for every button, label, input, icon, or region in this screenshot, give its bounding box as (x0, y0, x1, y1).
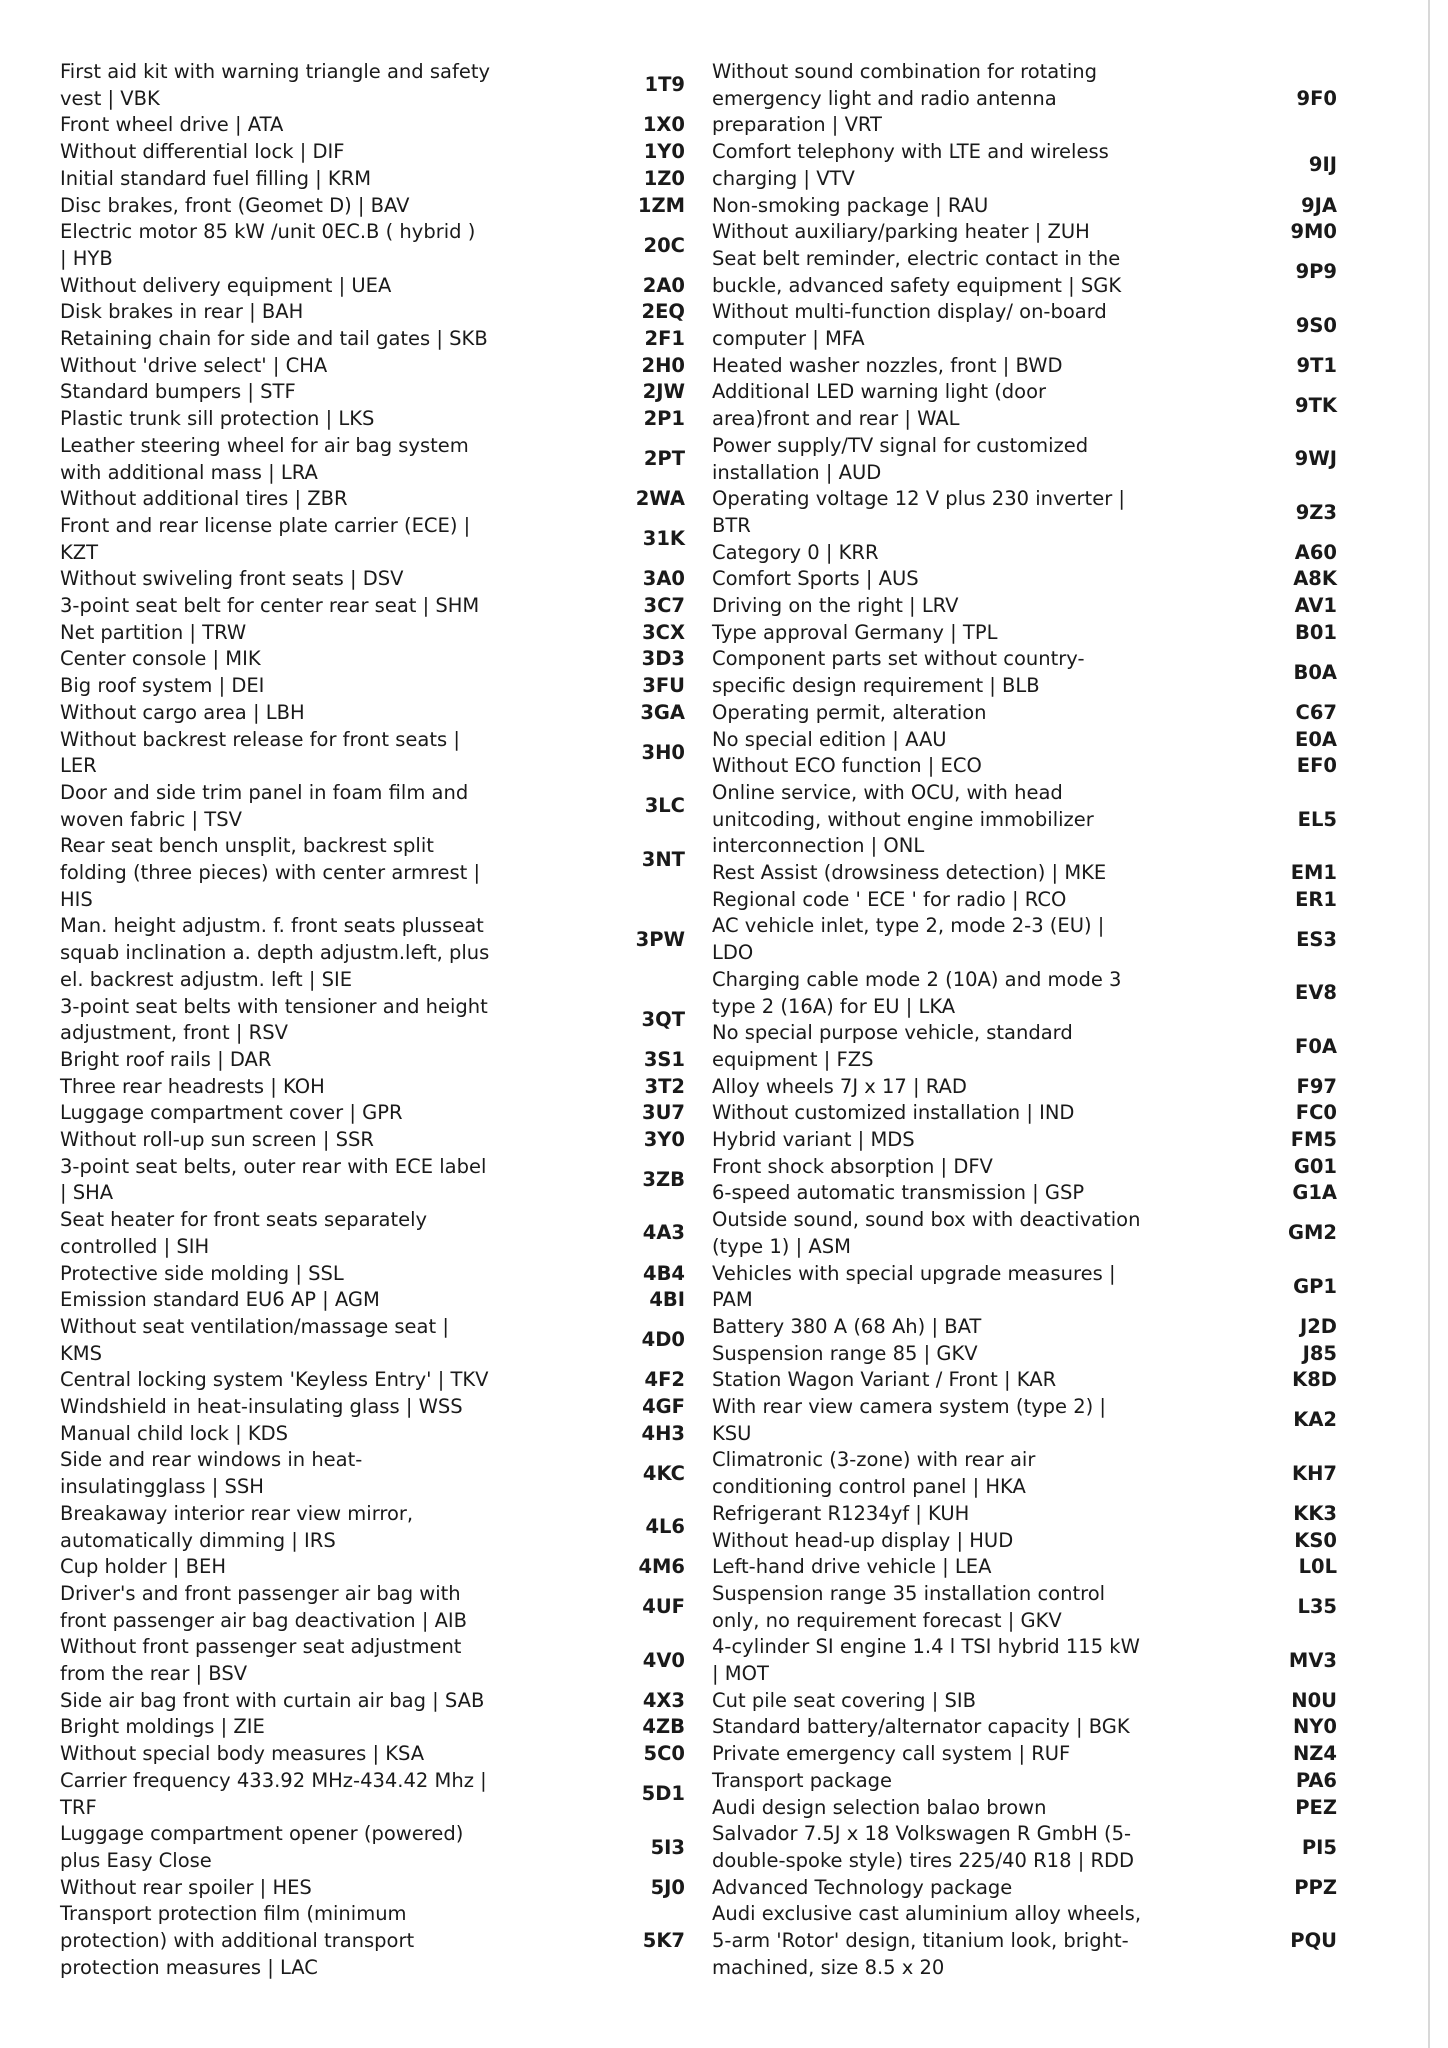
equipment-description-line: protection measures | LAC (60, 1955, 318, 1979)
equipment-description-line: Leather steering wheel for air bag system (60, 433, 469, 457)
equipment-description-line: only, no requirement forecast | GKV (712, 1608, 1062, 1632)
option-code: EM1 (1290, 861, 1337, 884)
option-code: G01 (1293, 1154, 1337, 1178)
option-code: KS0 (1294, 1528, 1337, 1552)
equipment-description-line: Advanced Technology package (712, 1875, 1013, 1899)
option-code: MV3 (1288, 1648, 1337, 1672)
option-code: 2JW (642, 380, 685, 404)
equipment-description-line: Hybrid variant | MDS (712, 1128, 915, 1151)
option-code: J85 (1302, 1341, 1337, 1365)
equipment-description-line: with additional mass | LRA (60, 460, 318, 484)
equipment-description-line: Component parts set without country- (712, 647, 1085, 671)
option-code: KA2 (1293, 1408, 1337, 1432)
equipment-description-line: Without rear spoiler | HES (60, 1875, 312, 1899)
option-code: 4V0 (642, 1648, 685, 1672)
equipment-description-line: First aid kit with warning triangle and safety (60, 60, 491, 83)
equipment-description-line: double-spoke style) tires 225/40 R18 | RDD (712, 1848, 1135, 1872)
equipment-description-line: Charging cable mode 2 (10A) and mode 3 (712, 967, 1122, 991)
equipment-description-line: Side and rear windows in heat- (60, 1448, 363, 1472)
equipment-description-line: Regional code ' ECE ' for radio | RCO (712, 887, 1067, 911)
equipment-description-line: Rest Assist (drowsiness detection) | MKE (712, 861, 1107, 884)
option-code: 3CX (642, 620, 685, 644)
equipment-description-line: | MOT (712, 1662, 769, 1685)
equipment-description-line: Left-hand drive vehicle | LEA (712, 1555, 992, 1579)
equipment-description-line: Additional LED warning light (door (712, 380, 1047, 404)
option-code: GM2 (1288, 1221, 1337, 1245)
equipment-description-line: Without front passenger seat adjustment (60, 1635, 462, 1659)
option-code: 2P1 (643, 407, 685, 431)
equipment-description-line: Operating permit, alteration (712, 700, 987, 724)
option-code: 1Z0 (643, 166, 685, 190)
equipment-description-line: unitcoding, without engine immobilizer (712, 807, 1094, 831)
option-code: 2F1 (644, 327, 685, 350)
equipment-description-line: insulatingglass | SSH (60, 1475, 264, 1499)
equipment-description-line: Without backrest release for front seats | (60, 727, 460, 751)
equipment-description-line: adjustment, front | RSV (60, 1021, 288, 1045)
equipment-description-line: KSU (712, 1421, 752, 1445)
equipment-description-line: Transport protection film (minimum (60, 1902, 407, 1926)
equipment-description-line: Non-smoking package | RAU (712, 193, 989, 217)
option-code: 5I3 (650, 1835, 685, 1859)
equipment-description-line: Driving on the right | LRV (712, 594, 959, 617)
equipment-description-line: Big roof system | DEI (60, 674, 265, 698)
equipment-description-line: Standard battery/alternator capacity | BGK (712, 1715, 1130, 1739)
equipment-description-line: Without additional tires | ZBR (60, 487, 348, 511)
equipment-description-line: | HYB (60, 246, 113, 270)
equipment-description-line: Without differential lock | DIF (60, 140, 345, 164)
equipment-description-line: front passenger air bag deactivation | AIB (60, 1608, 468, 1632)
option-code: NZ4 (1292, 1742, 1337, 1766)
option-code: 2A0 (642, 273, 685, 297)
equipment-description-line: Disc brakes, front (Geomet D) | BAV (60, 193, 410, 217)
equipment-description-line: Operating voltage 12 V plus 230 inverter | (712, 487, 1125, 511)
option-code: 9M0 (1290, 220, 1337, 244)
equipment-description-line: Outside sound, sound box with deactivation (712, 1208, 1141, 1232)
equipment-description-line: Side air bag front with curtain air bag | SAB (60, 1688, 485, 1712)
option-code: N0U (1291, 1688, 1337, 1712)
equipment-description-line: el. backrest adjustm. left | SIE (60, 967, 353, 991)
equipment-description-line: Vehicles with special upgrade measures | (712, 1261, 1116, 1285)
equipment-description-line: Without head-up display | HUD (712, 1528, 1014, 1552)
option-code: F0A (1295, 1034, 1337, 1058)
equipment-description-line: Heated washer nozzles, front | BWD (712, 353, 1063, 377)
equipment-description-line: Seat heater for front seats separately (60, 1208, 428, 1232)
option-code: 3A0 (642, 567, 685, 591)
option-code: 1ZM (637, 193, 685, 217)
equipment-description-line: Audi design selection balao brown (712, 1795, 1047, 1819)
equipment-description-line: LDO (712, 941, 754, 965)
equipment-description-line: Standard bumpers | STF (60, 380, 296, 404)
equipment-description-line: emergency light and radio antenna (712, 86, 1057, 110)
equipment-description-line: controlled | SIH (60, 1234, 210, 1258)
equipment-description-line: Without customized installation | IND (712, 1101, 1075, 1125)
option-code: 3H0 (641, 740, 685, 764)
option-code: PQU (1290, 1929, 1337, 1952)
equipment-description-line: Driver's and front passenger air bag with (60, 1581, 461, 1605)
option-code: PA6 (1295, 1768, 1337, 1792)
option-code: J2D (1299, 1314, 1337, 1338)
equipment-description-line: folding (three pieces) with center armrest | (60, 861, 481, 884)
option-code: NY0 (1292, 1715, 1337, 1739)
option-code: 4BI (649, 1288, 685, 1312)
equipment-description-line: woven fabric | TSV (60, 807, 242, 831)
equipment-description-line: BTR (712, 513, 751, 537)
option-code: 2WA (635, 487, 685, 511)
equipment-description-line: Retaining chain for side and tail gates | SKB (60, 327, 488, 350)
option-code: 1X0 (642, 113, 685, 137)
equipment-description-line: Climatronic (3-zone) with rear air (712, 1448, 1036, 1472)
equipment-description-line: Without sound combination for rotating (712, 60, 1098, 83)
option-code: 4F2 (644, 1368, 685, 1392)
option-code: 4UF (642, 1595, 685, 1619)
option-code: 4B4 (643, 1261, 685, 1285)
option-code: 4L6 (645, 1515, 685, 1539)
equipment-description-line: Suspension range 35 installation control (712, 1581, 1106, 1605)
equipment-description-line: Door and side trim panel in foam film and (60, 780, 469, 804)
equipment-description-line: Private emergency call system | RUF (712, 1742, 1071, 1766)
equipment-description-line: With rear view camera system (type 2) | (712, 1395, 1106, 1418)
option-code: EF0 (1296, 754, 1337, 778)
option-code: 3FU (642, 674, 685, 698)
equipment-description-line: Alloy wheels 7J x 17 | RAD (712, 1074, 967, 1098)
equipment-description-line: squab inclination a. depth adjustm.left, plus (60, 941, 490, 965)
equipment-description-line: Initial standard fuel filling | KRM (60, 166, 372, 190)
option-code: KK3 (1293, 1501, 1337, 1525)
equipment-description-line: KZT (60, 540, 99, 564)
option-code: 3C7 (643, 594, 685, 617)
option-code: 3LC (644, 794, 685, 818)
equipment-description-line: Without roll-up sun screen | SSR (60, 1128, 374, 1151)
option-code: 4ZB (642, 1715, 685, 1739)
option-code: 3QT (641, 1007, 685, 1031)
option-code: 3T2 (644, 1074, 685, 1098)
option-code: 9P9 (1295, 260, 1337, 284)
option-code: 9T1 (1296, 353, 1337, 377)
option-code: KH7 (1292, 1461, 1337, 1485)
option-code: C67 (1295, 700, 1337, 724)
equipment-description-line: Category 0 | KRR (712, 540, 879, 564)
equipment-description-line: Station Wagon Variant / Front | KAR (712, 1368, 1057, 1392)
option-code: A8K (1293, 567, 1337, 591)
option-code: 9TK (1295, 393, 1337, 417)
option-code: 9S0 (1295, 313, 1337, 337)
option-code: PPZ (1294, 1875, 1337, 1899)
equipment-description-line: buckle, advanced safety equipment | SGK (712, 273, 1122, 297)
option-code: 3U7 (642, 1101, 685, 1125)
equipment-description-line: machined, size 8.5 x 20 (712, 1955, 945, 1979)
equipment-description-line: Without swiveling front seats | DSV (60, 567, 404, 591)
equipment-description-line: Net partition | TRW (60, 620, 247, 644)
option-code: 3NT (641, 847, 685, 871)
option-code: A60 (1294, 540, 1337, 564)
option-code: 9WJ (1294, 447, 1337, 471)
equipment-description-line: Online service, with OCU, with head (712, 780, 1063, 804)
equipment-description-line: automatically dimming | IRS (60, 1528, 336, 1552)
equipment-description-line: 3-point seat belts with tensioner and height (60, 994, 488, 1018)
equipment-description-line: Without delivery equipment | UEA (60, 273, 392, 297)
option-code: 5J0 (650, 1875, 685, 1899)
option-code: FC0 (1295, 1101, 1337, 1125)
equipment-description-line: Luggage compartment opener (powered) (60, 1822, 464, 1846)
equipment-description-line: Comfort Sports | AUS (712, 567, 919, 591)
option-code: 2EQ (641, 300, 685, 324)
equipment-description-line: Disk brakes in rear | BAH (60, 300, 304, 324)
equipment-description-line: Without ECO function | ECO (712, 754, 982, 778)
equipment-description-line: Seat belt reminder, electric contact in the (712, 246, 1121, 270)
option-code: 1Y0 (643, 140, 685, 164)
option-code: PI5 (1301, 1835, 1337, 1859)
option-code: B0A (1293, 660, 1337, 684)
equipment-description-line: Bright roof rails | DAR (60, 1047, 272, 1071)
equipment-description-line: Without special body measures | KSA (60, 1742, 425, 1766)
equipment-description-line: Front shock absorption | DFV (712, 1154, 993, 1178)
equipment-description-line: 3-point seat belts, outer rear with ECE label (60, 1154, 487, 1178)
equipment-description-line: Man. height adjustm. f. front seats plusseat (60, 914, 484, 938)
equipment-description-line: Comfort telephony with LTE and wireless (712, 140, 1109, 164)
equipment-description-line: AC vehicle inlet, type 2, mode 2-3 (EU) | (712, 914, 1105, 938)
option-code: 9IJ (1308, 153, 1337, 177)
equipment-description-line: Battery 380 A (68 Ah) | BAT (712, 1314, 982, 1338)
equipment-description-line: 4-cylinder SI engine 1.4 l TSI hybrid 115 kW (712, 1635, 1140, 1659)
equipment-description-line: Manual child lock | KDS (60, 1421, 289, 1445)
option-code: 4A3 (642, 1221, 685, 1245)
equipment-description-line: Refrigerant R1234yf | KUH (712, 1501, 970, 1525)
option-code: 4H3 (641, 1421, 685, 1445)
equipment-description-line: Electric motor 85 kW /unit 0EC.B ( hybrid ) (60, 220, 476, 244)
equipment-description-line: Three rear headrests | KOH (60, 1074, 325, 1098)
option-code: EL5 (1297, 807, 1337, 831)
option-code: 4X3 (642, 1688, 685, 1712)
equipment-description-line: HIS (60, 887, 93, 911)
equipment-description-line: Without seat ventilation/massage seat | (60, 1314, 449, 1338)
equipment-description-line: Without multi-function display/ on-board (712, 300, 1107, 324)
equipment-description-line: Carrier frequency 433.92 MHz-434.42 Mhz | (60, 1768, 487, 1792)
equipment-description-line: LER (60, 754, 97, 778)
option-code: L35 (1297, 1595, 1337, 1619)
option-code: 4GF (642, 1395, 685, 1418)
equipment-description-line: area)front and rear | WAL (712, 407, 960, 431)
equipment-description-line: Without cargo area | LBH (60, 700, 305, 724)
option-code: 2PT (643, 447, 685, 471)
equipment-description-line: Rear seat bench unsplit, backrest split (60, 834, 434, 858)
option-code: E0A (1295, 727, 1337, 751)
equipment-description-line: Type approval Germany | TPL (712, 620, 998, 644)
equipment-description-line: charging | VTV (712, 166, 855, 190)
equipment-description-line: Suspension range 85 | GKV (712, 1341, 978, 1365)
equipment-description-line: specific design requirement | BLB (712, 674, 1040, 698)
option-code: AV1 (1294, 594, 1337, 617)
equipment-description-line: Without auxiliary/parking heater | ZUH (712, 220, 1090, 244)
equipment-description-line: Front and rear license plate carrier (ECE) | (60, 513, 471, 537)
equipment-description-line: KMS (60, 1341, 102, 1365)
equipment-description-line: computer | MFA (712, 327, 865, 350)
equipment-description-line: Plastic trunk sill protection | LKS (60, 407, 375, 431)
equipment-description-line: Central locking system 'Keyless Entry' | TKV (60, 1368, 489, 1392)
equipment-description-line: Protective side molding | SSL (60, 1261, 344, 1285)
option-code: 5K7 (642, 1929, 685, 1952)
option-code: EV8 (1295, 981, 1337, 1005)
equipment-description-line: Luggage compartment cover | GPR (60, 1101, 403, 1125)
equipment-description-line: Windshield in heat-insulating glass | WSS (60, 1395, 463, 1418)
equipment-description-line: PAM (712, 1288, 753, 1312)
equipment-description-line: No special edition | AAU (712, 727, 947, 751)
option-code: K8D (1292, 1368, 1337, 1392)
equipment-description-line: Bright moldings | ZIE (60, 1715, 265, 1739)
page-edge-divider (1428, 0, 1430, 2048)
equipment-description-line: Audi exclusive cast aluminium alloy wheels, (712, 1902, 1142, 1926)
equipment-description-line: | SHA (60, 1181, 114, 1205)
equipment-description-line: Cup holder | BEH (60, 1555, 226, 1579)
equipment-description-line: interconnection | ONL (712, 834, 925, 858)
option-code: GP1 (1293, 1274, 1337, 1298)
equipment-description-line: 6-speed automatic transmission | GSP (712, 1181, 1085, 1205)
option-code: 2H0 (641, 353, 685, 377)
option-code: ES3 (1296, 927, 1337, 951)
option-code: 3D3 (641, 647, 685, 671)
option-code: 31K (642, 527, 685, 551)
option-code: 3PW (635, 927, 685, 951)
equipment-description-line: Salvador 7.5J x 18 Volkswagen R GmbH (5- (712, 1822, 1132, 1846)
equipment-description-line: No special purpose vehicle, standard (712, 1021, 1073, 1045)
option-code: PEZ (1295, 1795, 1337, 1819)
equipment-description-line: Without 'drive select' | CHA (60, 353, 328, 377)
option-code: 5C0 (643, 1742, 685, 1766)
option-code: 3Y0 (643, 1128, 685, 1151)
equipment-description-line: protection) with additional transport (60, 1929, 415, 1952)
option-code: FM5 (1290, 1128, 1337, 1151)
equipment-description-line: plus Easy Close (60, 1848, 212, 1872)
equipment-description-line: installation | AUD (712, 460, 882, 484)
option-code: 4M6 (638, 1555, 685, 1579)
equipment-description-line: preparation | VRT (712, 113, 882, 137)
option-code: 9Z3 (1295, 500, 1337, 524)
option-code: L0L (1298, 1555, 1337, 1579)
option-code: ER1 (1295, 887, 1337, 911)
equipment-description-line: type 2 (16A) for EU | LKA (712, 994, 956, 1018)
equipment-description-line: Center console | MIK (60, 647, 261, 671)
equipment-description-line: vest | VBK (60, 86, 160, 110)
equipment-description-line: (type 1) | ASM (712, 1234, 851, 1258)
equipment-description-line: Power supply/TV signal for customized (712, 433, 1089, 457)
equipment-description-line: TRF (60, 1795, 97, 1819)
option-code: 3ZB (642, 1168, 685, 1192)
option-code: 5D1 (641, 1782, 685, 1806)
option-code: B01 (1295, 620, 1337, 644)
equipment-description-line: conditioning control panel | HKA (712, 1475, 1026, 1499)
equipment-description-line: Cut pile seat covering | SIB (712, 1688, 977, 1712)
option-code: 3GA (640, 700, 685, 724)
equipment-description-line: Transport package (712, 1768, 893, 1792)
option-code: 4KC (642, 1461, 685, 1485)
option-code: 3S1 (643, 1047, 685, 1071)
option-code: 9F0 (1296, 86, 1337, 110)
option-code: 20C (643, 233, 685, 257)
equipment-description-line: from the rear | BSV (60, 1662, 248, 1685)
equipment-description-line: Front wheel drive | ATA (60, 113, 284, 137)
equipment-description-line: equipment | FZS (712, 1047, 874, 1071)
option-code: F97 (1296, 1074, 1337, 1098)
equipment-description-line: 3-point seat belt for center rear seat | SHM (60, 594, 480, 617)
option-code: G1A (1292, 1181, 1337, 1205)
option-code: 4D0 (641, 1328, 685, 1352)
option-code: 9JA (1301, 193, 1337, 217)
equipment-description-line: Breakaway interior rear view mirror, (60, 1501, 414, 1525)
option-code: 1T9 (644, 73, 685, 97)
equipment-description-line: 5-arm 'Rotor' design, titanium look, bright- (712, 1929, 1129, 1952)
equipment-description-line: Emission standard EU6 AP | AGM (60, 1288, 380, 1312)
